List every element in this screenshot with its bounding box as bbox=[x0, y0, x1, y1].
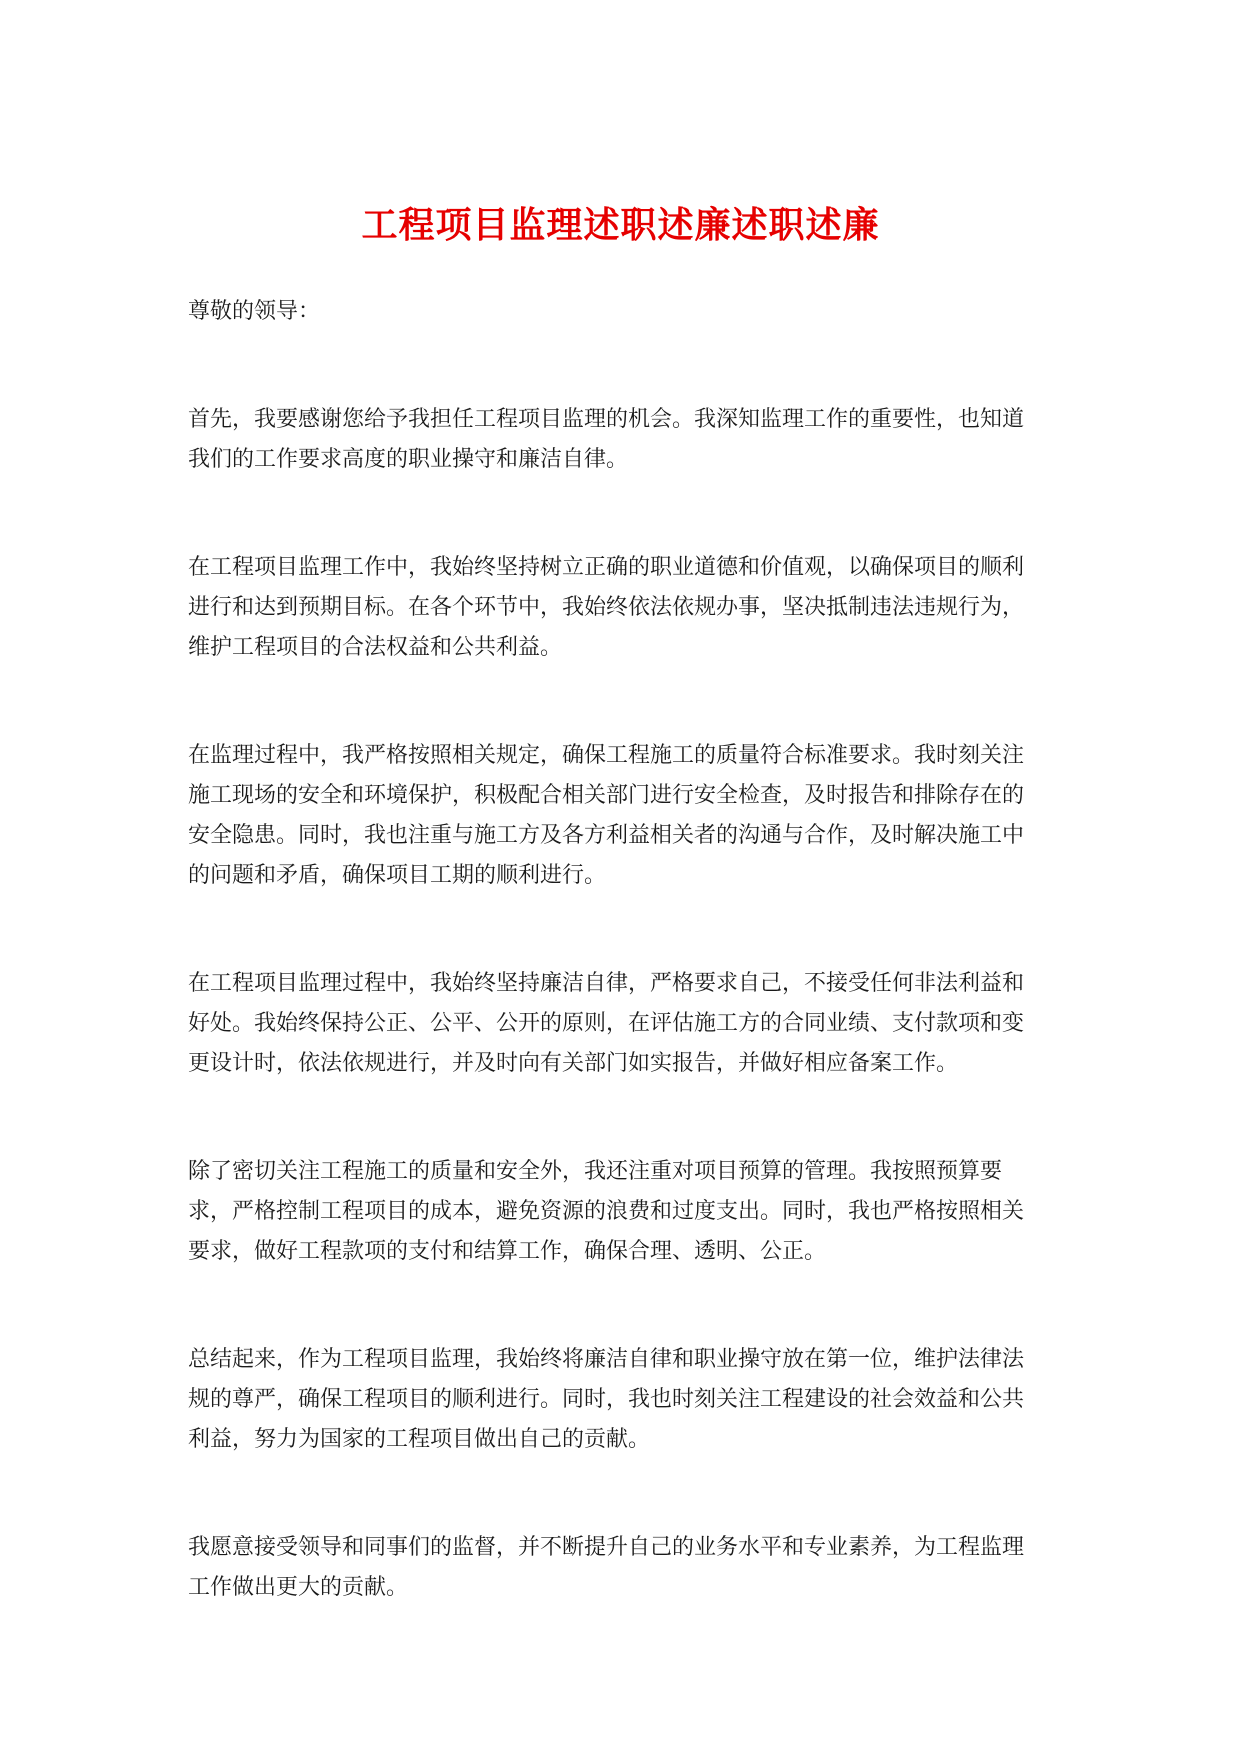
paragraph-7: 我愿意接受领导和同事们的监督，并不断提升自己的业务水平和专业素养，为工程监理工作做出更大的贡献。 bbox=[188, 1535, 1025, 1600]
paragraph-4: 在工程项目监理过程中，我始终坚持廉洁自律，严格要求自己，不接受任何非法利益和好处。我始终保持公正、公平、公开的原则，在评估施工方的合同业绩、支付款项和变更设计时，依法依规进行，并及时向有关部门如实报告，并做好相应备案工作。 bbox=[188, 971, 1025, 1076]
document-title: 工程项目监理述职述廉述职述廉 bbox=[361, 205, 880, 247]
paragraph-2: 在工程项目监理工作中，我始终坚持树立正确的职业道德和价值观，以确保项目的顺利进行和达到预期目标。在各个环节中，我始终依法依规办事，坚决抵制违法违规行为，维护工程项目的合法权益和公共利益。 bbox=[188, 555, 1025, 660]
paragraph-6: 总结起来，作为工程项目监理，我始终将廉洁自律和职业操守放在第一位，维护法律法规的尊严，确保工程项目的顺利进行。同时，我也时刻关注工程建设的社会效益和公共利益，努力为国家的工程项目做出自己的贡献。 bbox=[188, 1347, 1025, 1452]
paragraph-5: 除了密切关注工程施工的质量和安全外，我还注重对项目预算的管理。我按照预算要求，严格控制工程项目的成本，避免资源的浪费和过度支出。同时，我也严格按照相关要求，做好工程款项的支付和结算工作，确保合理、透明、公正。 bbox=[188, 1159, 1025, 1264]
paragraph-1: 首先，我要感谢您给予我担任工程项目监理的机会。我深知监理工作的重要性，也知道我们的工作要求高度的职业操守和廉洁自律。 bbox=[188, 407, 1025, 472]
salutation: 尊敬的领导： bbox=[188, 299, 321, 324]
paragraph-3: 在监理过程中，我严格按照相关规定，确保工程施工的质量符合标准要求。我时刻关注施工现场的安全和环境保护，积极配合相关部门进行安全检查，及时报告和排除存在的安全隐患。同时，我也注重与施工方及各方利益相关者的沟通与合作，及时解决施工中的问题和矛盾，确保项目工期的顺利进行。 bbox=[188, 743, 1025, 888]
